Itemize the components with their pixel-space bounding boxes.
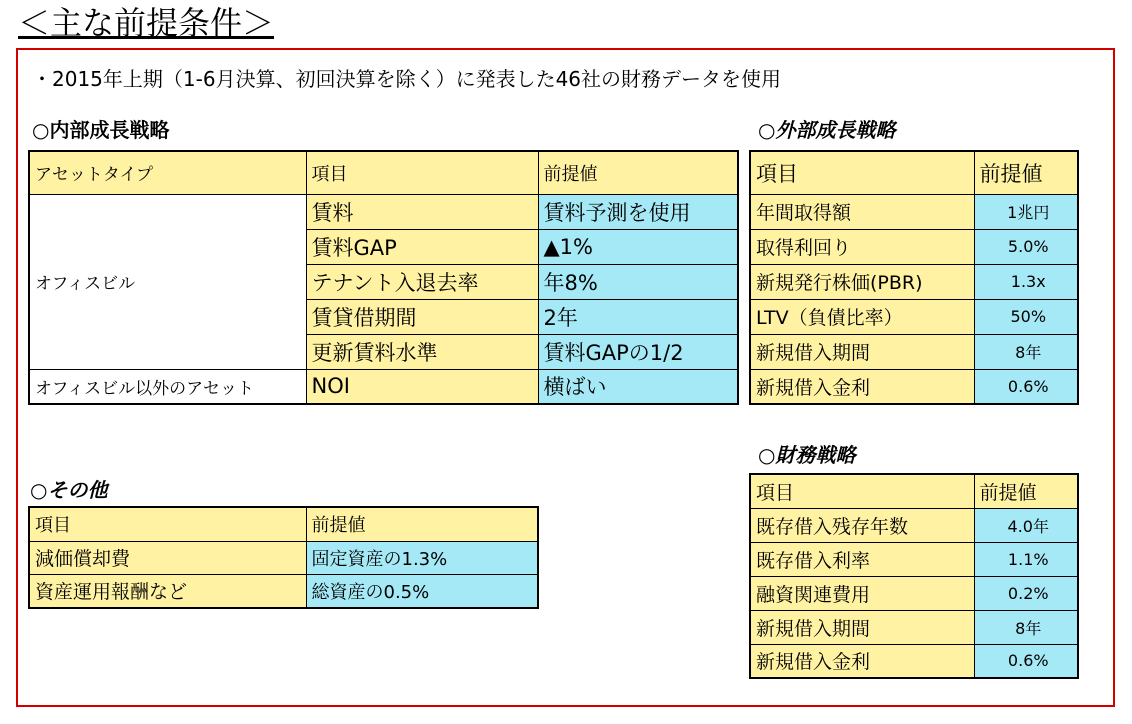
value-cell: 2年 bbox=[538, 299, 738, 334]
header-value: 前提値 bbox=[974, 474, 1078, 508]
item-cell: 取得利回り bbox=[750, 229, 974, 264]
item-cell: 新規借入期間 bbox=[750, 334, 974, 369]
item-cell: 減価償却費 bbox=[29, 541, 306, 574]
value-cell: 0.2% bbox=[974, 576, 1078, 610]
table-row bbox=[750, 644, 1078, 678]
other-assumptions-table bbox=[28, 506, 539, 609]
value-cell: 4.0年 bbox=[974, 508, 1078, 542]
item-cell: 新規借入金利 bbox=[750, 369, 974, 404]
value-cell: 1.3x bbox=[974, 264, 1078, 299]
value-cell: 総資産の0.5% bbox=[306, 574, 538, 608]
financial-strategy-table bbox=[749, 473, 1079, 679]
value-cell: 50% bbox=[974, 299, 1078, 334]
page-title: ＜主な前提条件＞ bbox=[18, 4, 275, 42]
item-cell: 融資関連費用 bbox=[750, 576, 974, 610]
item-cell: 賃貸借期間 bbox=[306, 299, 538, 334]
table-row bbox=[750, 334, 1078, 369]
value-cell: 賃料予測を使用 bbox=[538, 194, 738, 229]
table-header-row bbox=[29, 507, 538, 541]
table-row bbox=[750, 542, 1078, 576]
header-value: 前提値 bbox=[974, 151, 1078, 194]
table-row bbox=[750, 610, 1078, 644]
item-cell: 更新賃料水準 bbox=[306, 334, 538, 369]
item-cell: テナント入退去率 bbox=[306, 264, 538, 299]
financial-strategy-heading: ○財務戦略 bbox=[758, 443, 856, 467]
header-value: 前提値 bbox=[306, 507, 538, 541]
table-row bbox=[750, 194, 1078, 229]
asset-type-other-assets: オフィスビル以外のアセット bbox=[29, 369, 306, 404]
internal-growth-table bbox=[28, 150, 739, 405]
value-cell: ▲1% bbox=[538, 229, 738, 264]
external-growth-table bbox=[749, 150, 1079, 405]
table-header-row bbox=[750, 474, 1078, 508]
internal-growth-heading: ○内部成長戦略 bbox=[32, 118, 170, 142]
table-header-row bbox=[750, 151, 1078, 194]
external-growth-heading: ○外部成長戦略 bbox=[758, 118, 896, 142]
data-source-note: ・2015年上期（1-6月決算、初回決算を除く）に発表した46社の財務データを使用 bbox=[32, 67, 782, 91]
value-cell: 0.6% bbox=[974, 369, 1078, 404]
table-row bbox=[750, 369, 1078, 404]
value-cell: 1兆円 bbox=[974, 194, 1078, 229]
value-cell: 1.1% bbox=[974, 542, 1078, 576]
item-cell: 年間取得額 bbox=[750, 194, 974, 229]
value-cell: 横ばい bbox=[538, 369, 738, 404]
header-item: 項目 bbox=[750, 474, 974, 508]
table-header-row bbox=[29, 151, 738, 194]
item-cell: 資産運用報酬など bbox=[29, 574, 306, 608]
table-row bbox=[29, 369, 738, 404]
item-cell: LTV（負債比率） bbox=[750, 299, 974, 334]
item-cell: 新規借入金利 bbox=[750, 644, 974, 678]
header-item: 項目 bbox=[750, 151, 974, 194]
table-row bbox=[750, 264, 1078, 299]
header-value: 前提値 bbox=[538, 151, 738, 194]
value-cell: 5.0% bbox=[974, 229, 1078, 264]
table-row bbox=[750, 508, 1078, 542]
item-cell: 賃料GAP bbox=[306, 229, 538, 264]
value-cell: 賃料GAPの1/2 bbox=[538, 334, 738, 369]
header-asset-type: アセットタイプ bbox=[29, 151, 306, 194]
item-cell: 新規発行株価(PBR) bbox=[750, 264, 974, 299]
other-heading: ○その他 bbox=[30, 478, 108, 502]
table-row bbox=[750, 229, 1078, 264]
item-cell: 既存借入残存年数 bbox=[750, 508, 974, 542]
value-cell: 8年 bbox=[974, 334, 1078, 369]
item-cell: NOI bbox=[306, 369, 538, 404]
table-row bbox=[750, 576, 1078, 610]
item-cell: 既存借入利率 bbox=[750, 542, 974, 576]
item-cell: 新規借入期間 bbox=[750, 610, 974, 644]
table-row bbox=[29, 194, 738, 229]
table-row bbox=[29, 541, 538, 574]
asset-type-office-building: オフィスビル bbox=[29, 194, 306, 369]
table-row bbox=[29, 574, 538, 608]
value-cell: 8年 bbox=[974, 610, 1078, 644]
value-cell: 0.6% bbox=[974, 644, 1078, 678]
table-row bbox=[750, 299, 1078, 334]
value-cell: 固定資産の1.3% bbox=[306, 541, 538, 574]
header-item: 項目 bbox=[306, 151, 538, 194]
header-item: 項目 bbox=[29, 507, 306, 541]
value-cell: 年8% bbox=[538, 264, 738, 299]
item-cell: 賃料 bbox=[306, 194, 538, 229]
